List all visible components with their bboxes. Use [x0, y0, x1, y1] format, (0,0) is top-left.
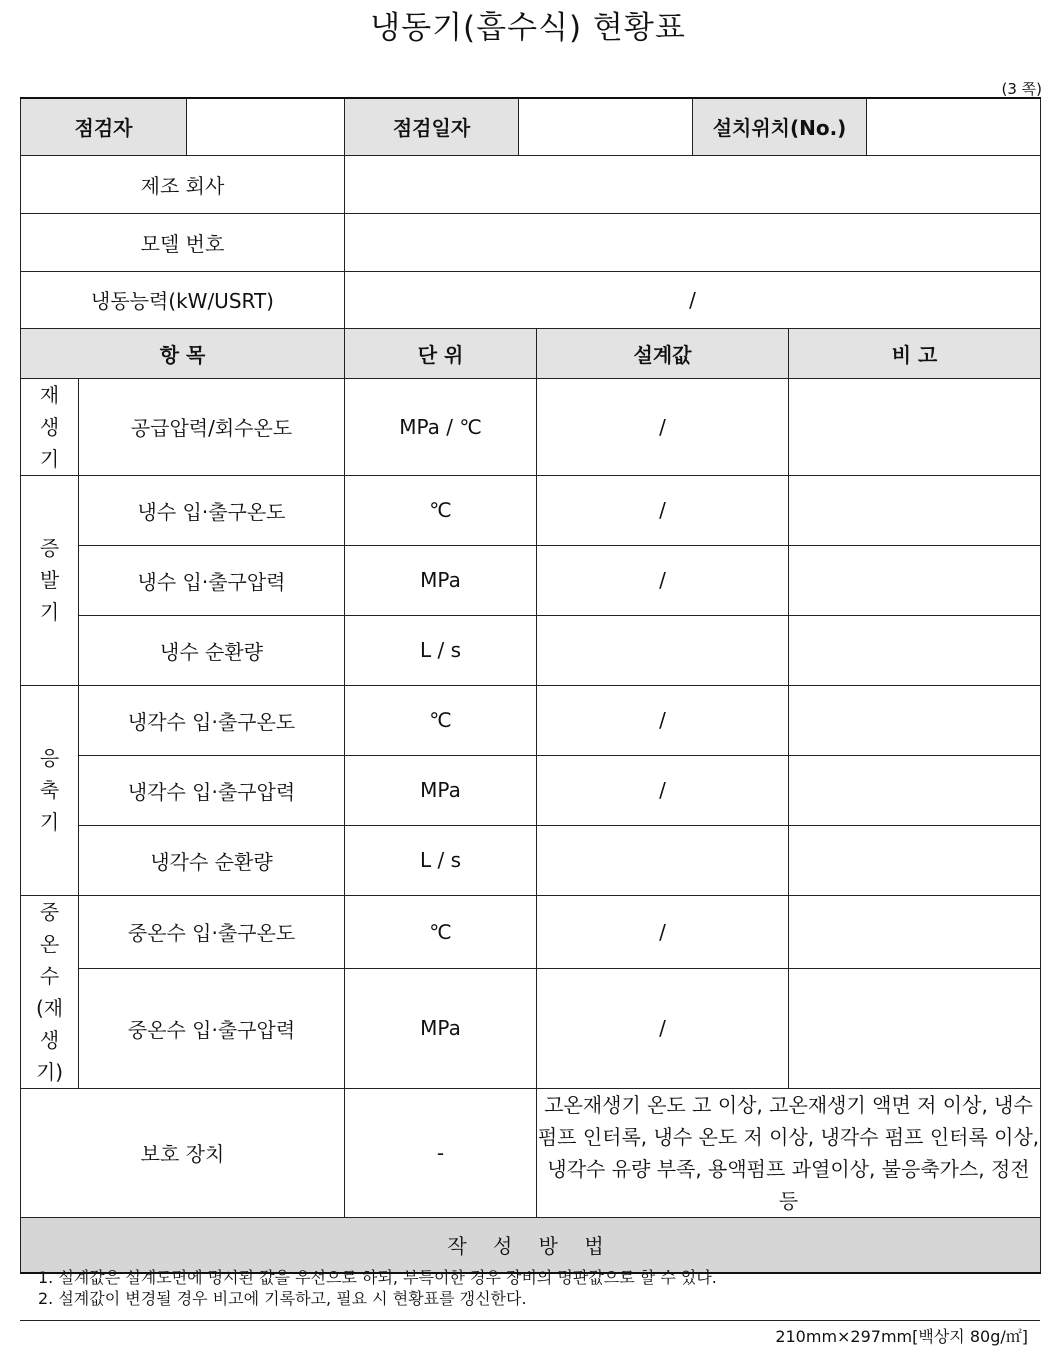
item-cell: 냉각수 입·출구온도 [79, 685, 345, 755]
remark-cell[interactable] [789, 378, 1041, 475]
method-notes [38, 1267, 717, 1309]
inspector-field[interactable] [187, 98, 345, 155]
remark-cell[interactable] [789, 895, 1041, 969]
item-cell: 중온수 입·출구온도 [79, 895, 345, 969]
table-row [21, 685, 1041, 755]
model-field[interactable] [345, 213, 1041, 271]
design-value-cell[interactable]: / [537, 378, 789, 475]
item-cell: 냉수 입·출구온도 [79, 475, 345, 545]
design-value-cell[interactable]: / [537, 755, 789, 825]
remark-cell[interactable] [789, 825, 1041, 895]
manufacturer-field[interactable] [345, 155, 1041, 213]
inspection-date-field[interactable] [519, 98, 693, 155]
remark-cell[interactable] [789, 545, 1041, 615]
unit-cell: L / s [345, 615, 537, 685]
method-title: 작 성 방 법 [21, 1217, 1041, 1273]
install-location-field[interactable] [867, 98, 1041, 155]
unit-cell: MPa / ℃ [345, 378, 537, 475]
table-row [21, 825, 1041, 895]
design-value-cell[interactable]: / [537, 969, 789, 1088]
design-value-cell[interactable]: / [537, 545, 789, 615]
manufacturer-label: 제조 회사 [21, 155, 345, 213]
unit-cell: ℃ [345, 685, 537, 755]
design-value-cell[interactable]: / [537, 475, 789, 545]
protection-value[interactable]: 고온재생기 온도 고 이상, 고온재생기 액면 저 이상, 냉수 펌프 인터록, 냉수 온도 저 이상, 냉각수 펌프 인터록 이상, 냉각수 유량 부족, 용액펌프 과열이상, 불응축가스, 정전 등 [537, 1088, 1041, 1217]
unit-cell: ℃ [345, 895, 537, 969]
design-value-cell[interactable] [537, 825, 789, 895]
model-row [21, 213, 1041, 271]
unit-cell: MPa [345, 755, 537, 825]
protection-row [21, 1088, 1041, 1217]
table-row [21, 895, 1041, 969]
item-cell: 냉수 순환량 [79, 615, 345, 685]
table-row [21, 378, 1041, 475]
design-value-cell[interactable]: / [537, 895, 789, 969]
group-label-evaporator: 증 발 기 [21, 475, 79, 685]
unit-cell: ℃ [345, 475, 537, 545]
remark-cell[interactable] [789, 969, 1041, 1088]
status-form-table [20, 97, 1041, 1274]
model-label: 모델 번호 [21, 213, 345, 271]
method-note: 1. 설계값은 설계도면에 명시된 값을 우선으로 하되, 부득이한 경우 장비의 명판값으로 할 수 있다. [38, 1268, 717, 1287]
table-row [21, 755, 1041, 825]
unit-cell: MPa [345, 545, 537, 615]
column-header-item: 항 목 [21, 328, 345, 378]
table-row [21, 615, 1041, 685]
group-label-condenser: 응 축 기 [21, 685, 79, 895]
unit-cell: L / s [345, 825, 537, 895]
header-row [21, 98, 1041, 155]
column-header-design: 설계값 [537, 328, 789, 378]
item-cell: 냉수 입·출구압력 [79, 545, 345, 615]
capacity-field[interactable]: / [345, 271, 1041, 328]
footer-divider [20, 1320, 1040, 1321]
remark-cell[interactable] [789, 685, 1041, 755]
table-row [21, 969, 1041, 1088]
method-note: 2. 설계값이 변경될 경우 비고에 기록하고, 필요 시 현황표를 갱신한다. [38, 1289, 527, 1308]
capacity-row [21, 271, 1041, 328]
install-location-label: 설치위치(No.) [693, 98, 867, 155]
item-cell: 냉각수 순환량 [79, 825, 345, 895]
paper-spec: 210mm×297mm[백상지 80g/㎡] [775, 1327, 1028, 1346]
column-header-row [21, 328, 1041, 378]
page-number: (3 쪽) [1001, 80, 1042, 98]
page-title: 냉동기(흡수식) 현황표 [370, 10, 686, 46]
group-label-middle-temp-water: 중 온 수 (재 생 기) [21, 895, 79, 1088]
protection-unit: - [345, 1088, 537, 1217]
design-value-cell[interactable] [537, 615, 789, 685]
protection-label: 보호 장치 [21, 1088, 345, 1217]
column-header-remark: 비 고 [789, 328, 1041, 378]
remark-cell[interactable] [789, 615, 1041, 685]
column-header-unit: 단 위 [345, 328, 537, 378]
design-value-cell[interactable]: / [537, 685, 789, 755]
capacity-label: 냉동능력(kW/USRT) [21, 271, 345, 328]
unit-cell: MPa [345, 969, 537, 1088]
table-row [21, 475, 1041, 545]
remark-cell[interactable] [789, 475, 1041, 545]
item-cell: 공급압력/회수온도 [79, 378, 345, 475]
inspection-date-label: 점검일자 [345, 98, 519, 155]
group-label-regenerator: 재 생 기 [21, 378, 79, 475]
inspector-label: 점검자 [21, 98, 187, 155]
item-cell: 중온수 입·출구압력 [79, 969, 345, 1088]
method-row [21, 1217, 1041, 1273]
remark-cell[interactable] [789, 755, 1041, 825]
item-cell: 냉각수 입·출구압력 [79, 755, 345, 825]
manufacturer-row [21, 155, 1041, 213]
table-row [21, 545, 1041, 615]
